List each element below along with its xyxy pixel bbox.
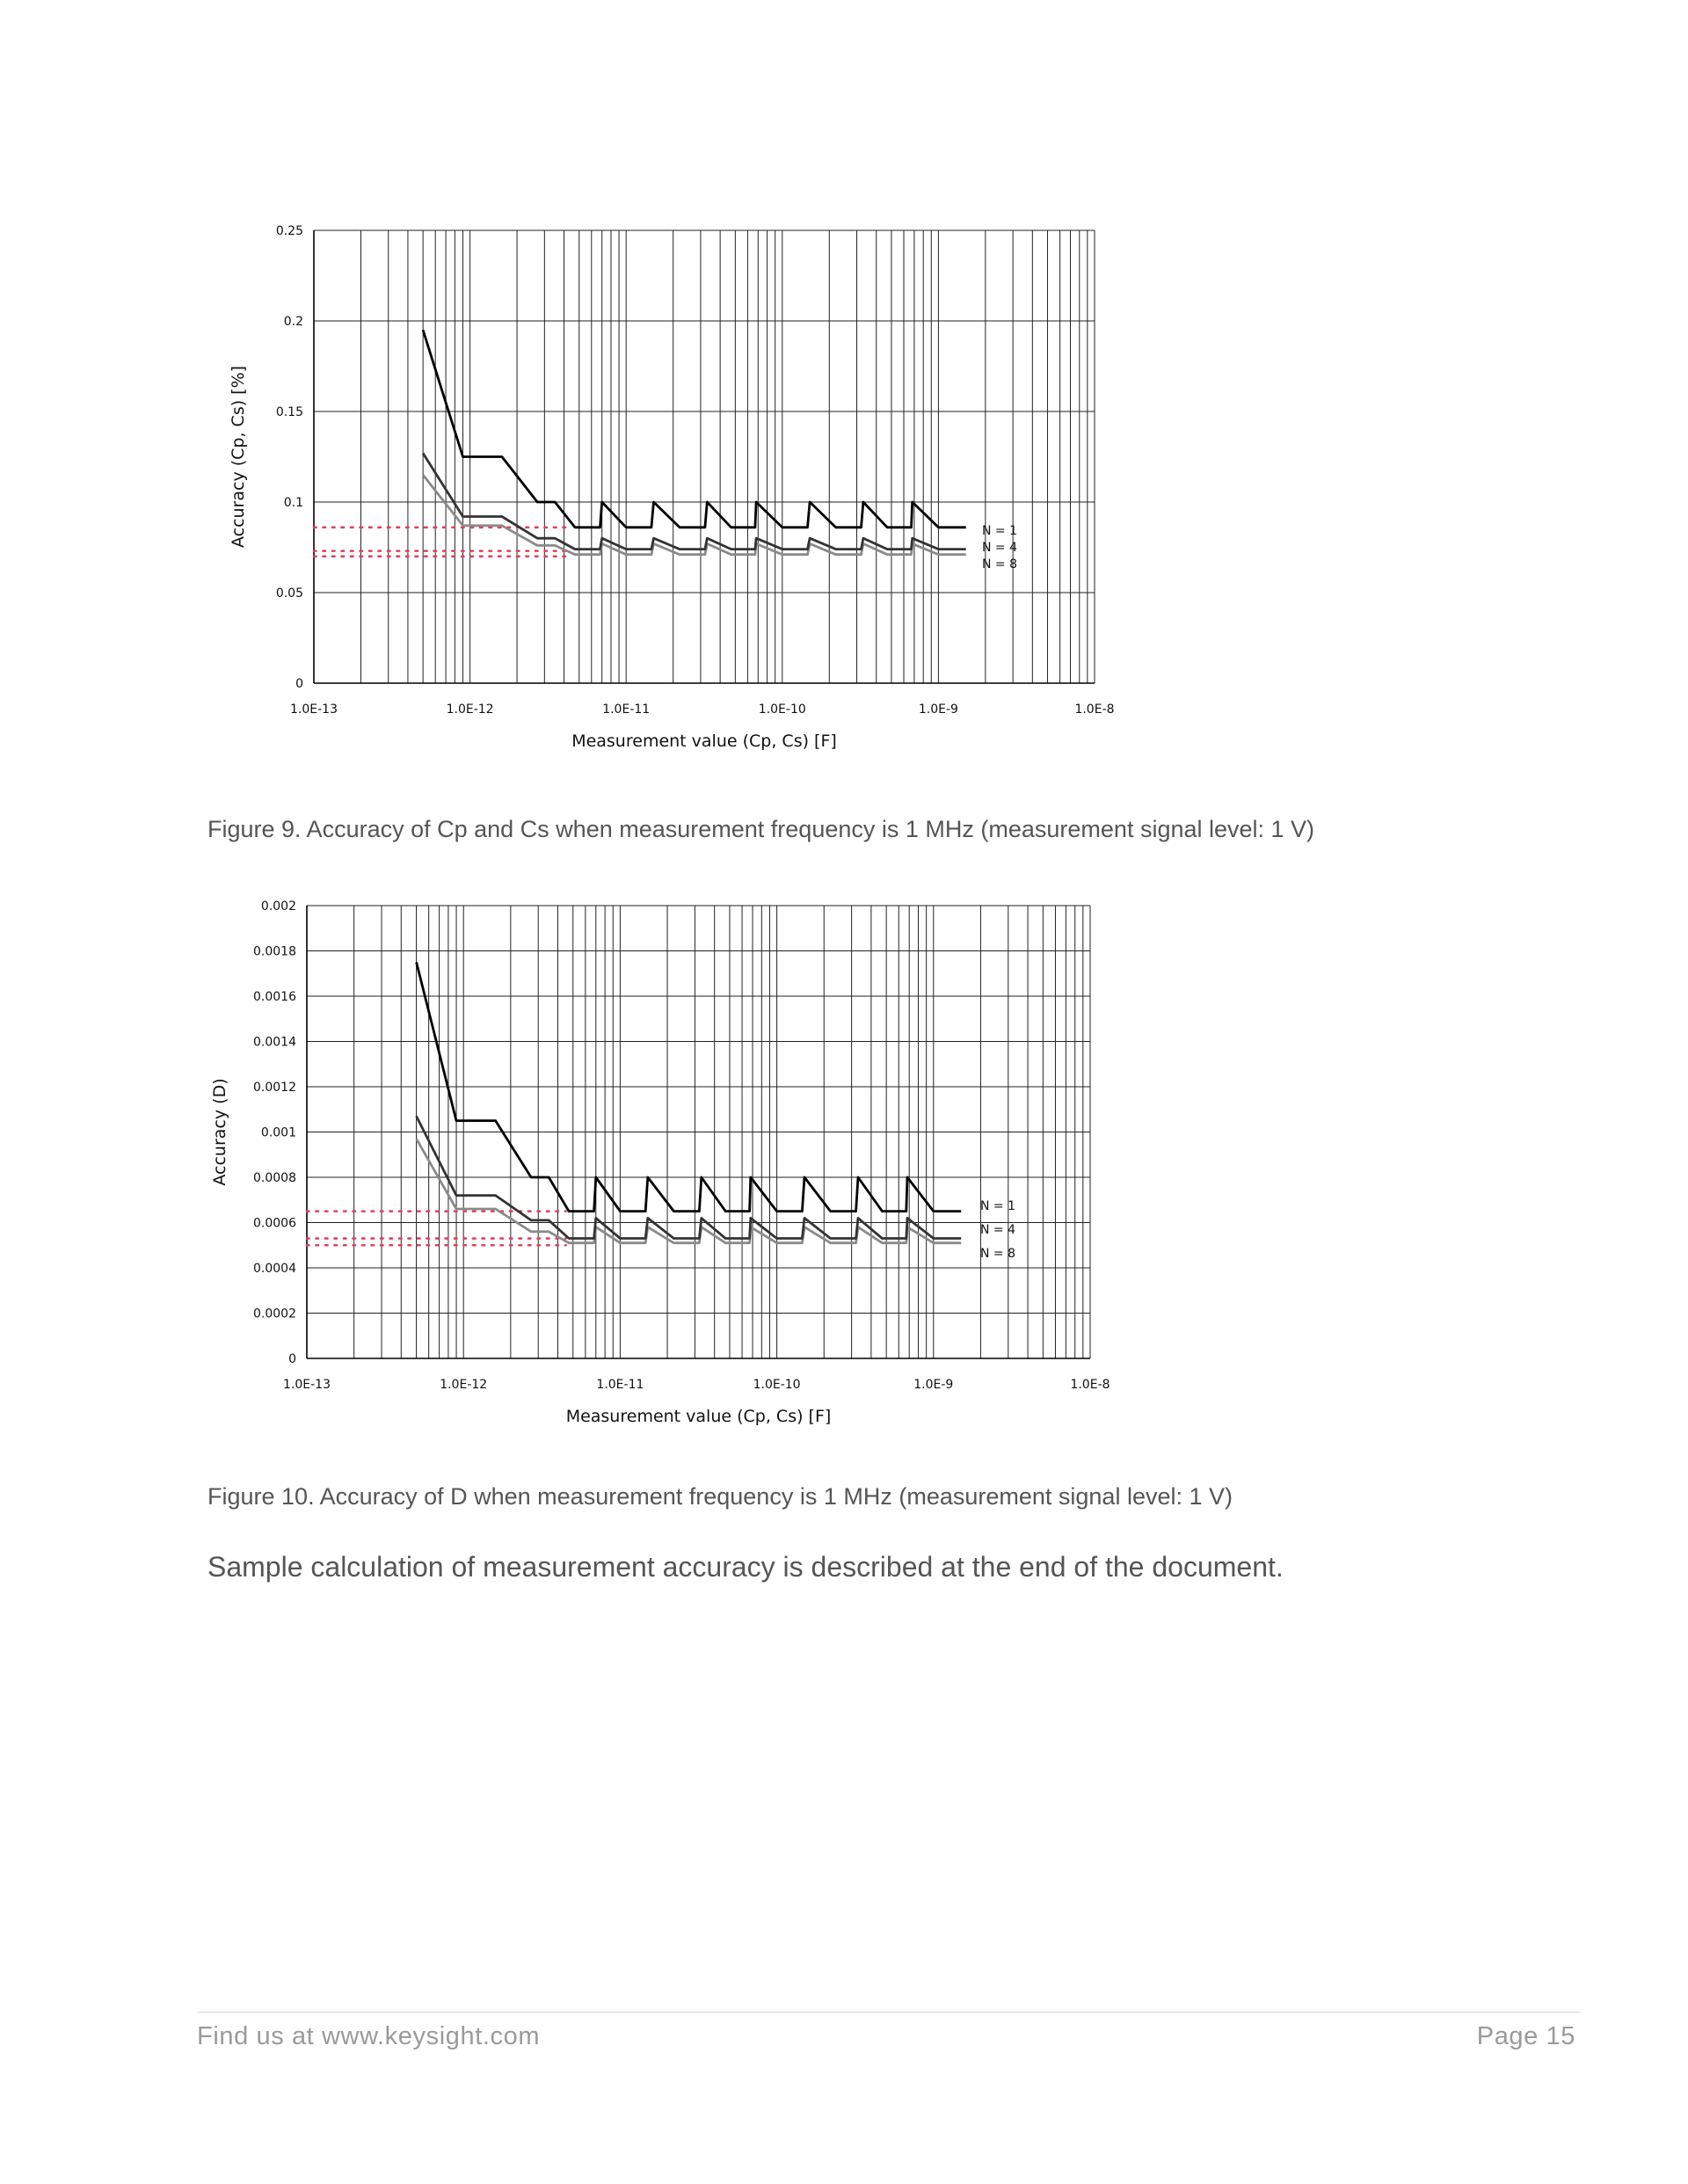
chart2-x-tick-label: 1.0E-13 [283,1378,331,1392]
chart1-y-tick-label: 0.2 [283,315,303,329]
chart2-x-tick-label: 1.0E-8 [1070,1378,1110,1392]
chart1-y-tick-label: 0.15 [275,405,303,419]
chart1-y-axis-title: Accuracy (Cp, Cs) [%] [229,365,248,549]
footer-website-text: Find us at www.keysight.com [197,2022,541,2050]
figure-10-caption: Figure 10. Accuracy of D when measurement frequency is 1 MHz (measurement signal level: 1 V) [207,1483,1233,1510]
figure-9-chart [202,202,1169,783]
chart2-y-tick-label: 0.0018 [253,944,296,959]
chart1-series-line-n8 [423,475,966,555]
figure-9-chart-svg [202,202,1169,783]
chart1-x-tick-label: 1.0E-12 [446,703,494,717]
chart1-gridlines [314,230,1095,683]
chart1-legend-entry: N = 8 [982,557,1018,571]
chart1-x-axis-title: Measurement value (Cp, Cs) [F] [571,732,837,751]
figure-9-caption: Figure 9. Accuracy of Cp and Cs when measurement frequency is 1 MHz (measurement signal level: 1 V) [207,816,1315,842]
chart1-legend-entry: N = 4 [982,541,1018,555]
chart2-x-axis-title: Measurement value (Cp, Cs) [F] [565,1407,832,1426]
chart2-x-tick-label: 1.0E-9 [913,1378,954,1392]
chart2-y-tick-label: 0.0004 [253,1262,296,1276]
chart2-y-tick-label: 0.002 [260,899,296,914]
chart1-x-tick-label: 1.0E-8 [1074,703,1115,717]
footer-divider [197,2012,1581,2013]
chart1-series-line-n4 [423,453,966,549]
chart2-x-tick-label: 1.0E-10 [753,1378,801,1392]
chart2-x-tick-label: 1.0E-11 [596,1378,644,1392]
chart2-y-tick-label: 0.0012 [253,1081,296,1095]
body-paragraph: Sample calculation of measurement accuracy is described at the end of the document. [207,1551,1284,1583]
figure-10-chart-svg [202,879,1169,1460]
chart2-legend-entry: N = 1 [980,1199,1016,1213]
chart2-y-axis-title: Accuracy (D) [210,1078,229,1186]
chart2-legend-entry: N = 8 [980,1247,1016,1261]
chart2-y-tick-label: 0.0014 [253,1035,296,1050]
chart1-x-tick-label: 1.0E-13 [290,703,338,717]
chart2-series-line-n8 [417,1139,962,1243]
chart2-y-tick-label: 0.0016 [253,990,296,1004]
chart2-y-tick-label: 0 [288,1352,296,1366]
chart1-y-tick-label: 0.05 [275,586,303,601]
chart1-series-line-n1 [423,330,966,528]
chart2-x-tick-label: 1.0E-12 [440,1378,488,1392]
chart1-x-tick-label: 1.0E-11 [602,703,651,717]
chart1-y-tick-label: 0.25 [275,224,303,238]
chart1-legend-entry: N = 1 [982,524,1018,538]
chart2-y-tick-label: 0.0006 [253,1216,296,1231]
chart2-legend-entry: N = 4 [980,1223,1016,1237]
chart1-y-tick-label: 0 [295,677,303,691]
chart1-x-tick-label: 1.0E-9 [918,703,958,717]
chart2-y-tick-label: 0.0008 [253,1171,296,1185]
footer-page-number: Page 15 [1476,2022,1575,2050]
figure-10-chart [202,879,1169,1460]
chart2-y-tick-label: 0.0002 [253,1307,296,1321]
chart1-y-tick-label: 0.1 [283,496,303,510]
chart2-y-tick-label: 0.001 [260,1125,296,1140]
chart1-x-tick-label: 1.0E-10 [758,703,806,717]
